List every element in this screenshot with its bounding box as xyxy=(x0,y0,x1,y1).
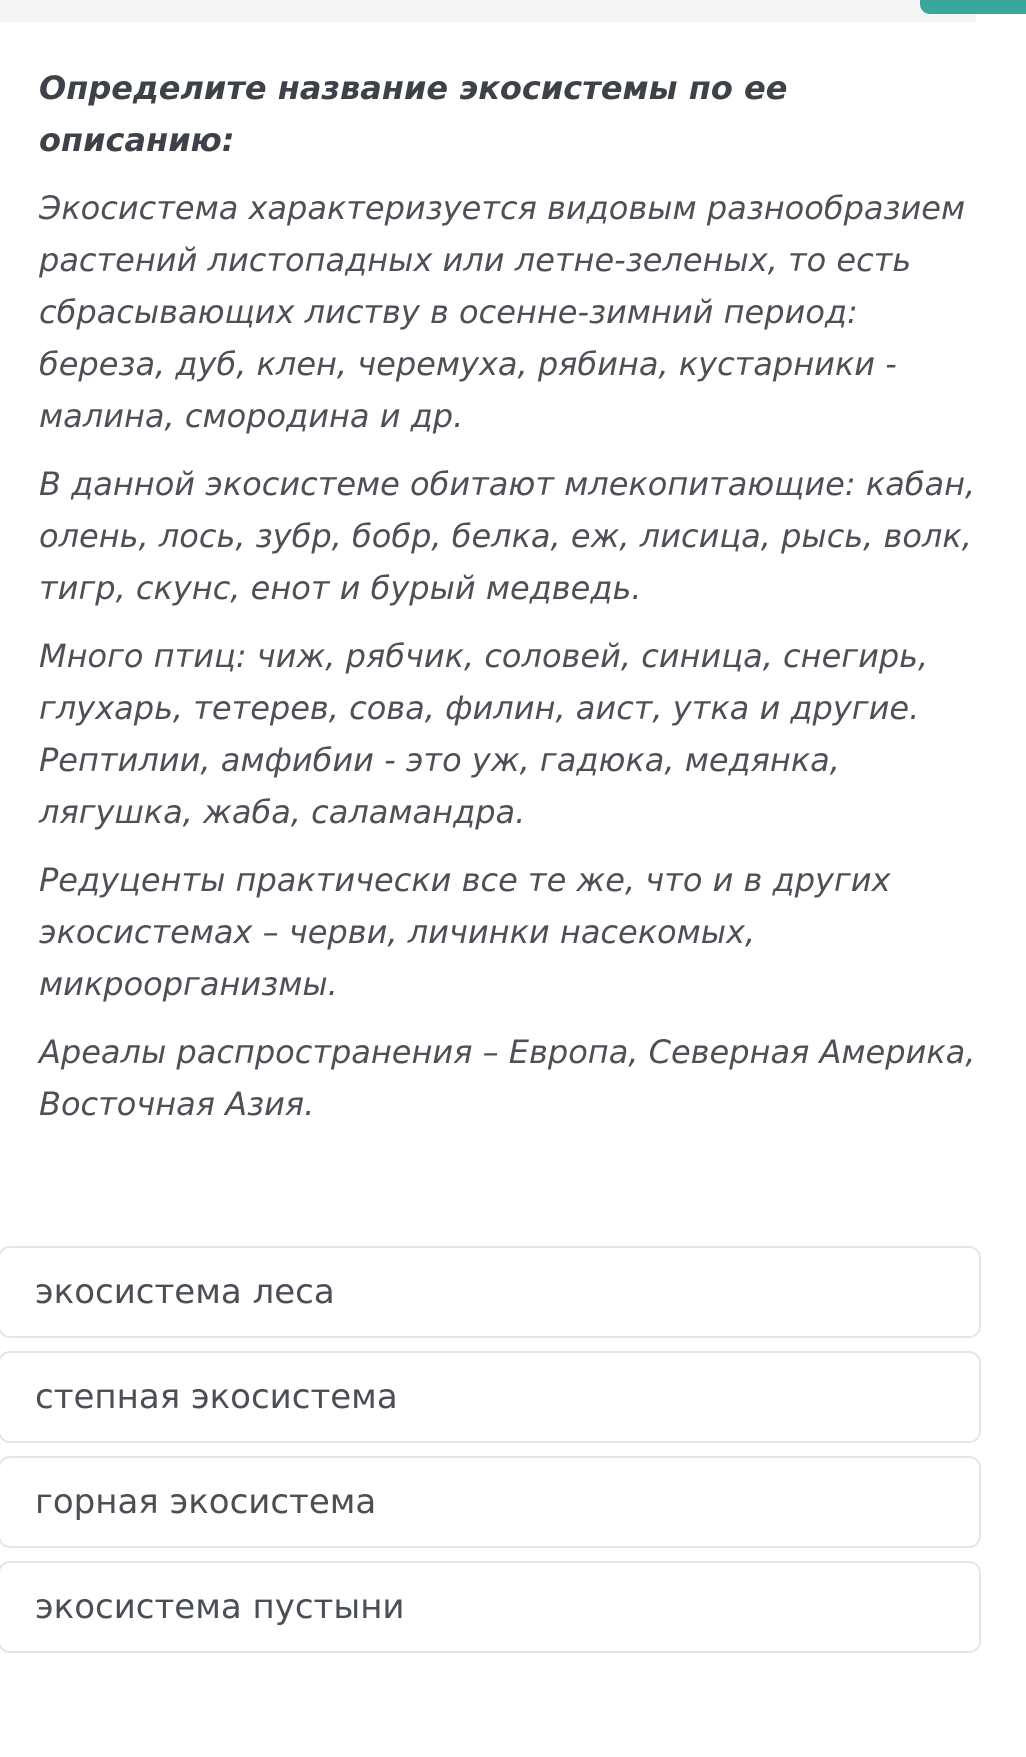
question-paragraph: Редуценты практически все те же, что и в других экосистемах – черви, личинки насекомых, микроорганизмы. xyxy=(39,861,891,1003)
question-paragraph: В данной экосистеме обитают млекопитающие: кабан, олень, лось, зубр, бобр, белка, еж, лисица, рысь, волк, тигр, скунс, енот и бурый медведь. xyxy=(39,465,976,607)
question-block xyxy=(39,62,989,1146)
answer-option-forest[interactable] xyxy=(0,1246,981,1338)
answer-option-label: экосистема пустыни xyxy=(35,1587,405,1627)
next-button[interactable] xyxy=(920,0,1026,14)
answer-option-label: горная экосистема xyxy=(35,1482,377,1522)
top-bar xyxy=(0,0,976,22)
answer-option-label: экосистема леса xyxy=(35,1272,335,1312)
answer-option-steppe[interactable] xyxy=(0,1351,981,1443)
answer-options xyxy=(0,1246,981,1666)
question-title: Определите название экосистемы по ее описанию: xyxy=(39,69,788,159)
answer-option-label: степная экосистема xyxy=(35,1377,398,1417)
question-paragraph: Много птиц: чиж, рябчик, соловей, синица, снегирь, глухарь, тетерев, сова, филин, аист, утка и другие. Рептилии, амфибии - это уж, гадюка, медянка, лягушка, жаба, саламандра. xyxy=(39,637,929,831)
question-paragraph: Экосистема характеризуется видовым разнообразием растений листопадных или летне-зеленых, то есть сбрасывающих листву в осенне-зимний период: береза, дуб, клен, черемуха, рябина, кустарники - малина, смородина и др. xyxy=(39,189,966,435)
answer-option-mountain[interactable] xyxy=(0,1456,981,1548)
question-paragraph: Ареалы распространения – Европа, Северная Америка, Восточная Азия. xyxy=(39,1033,976,1123)
answer-option-desert[interactable] xyxy=(0,1561,981,1653)
